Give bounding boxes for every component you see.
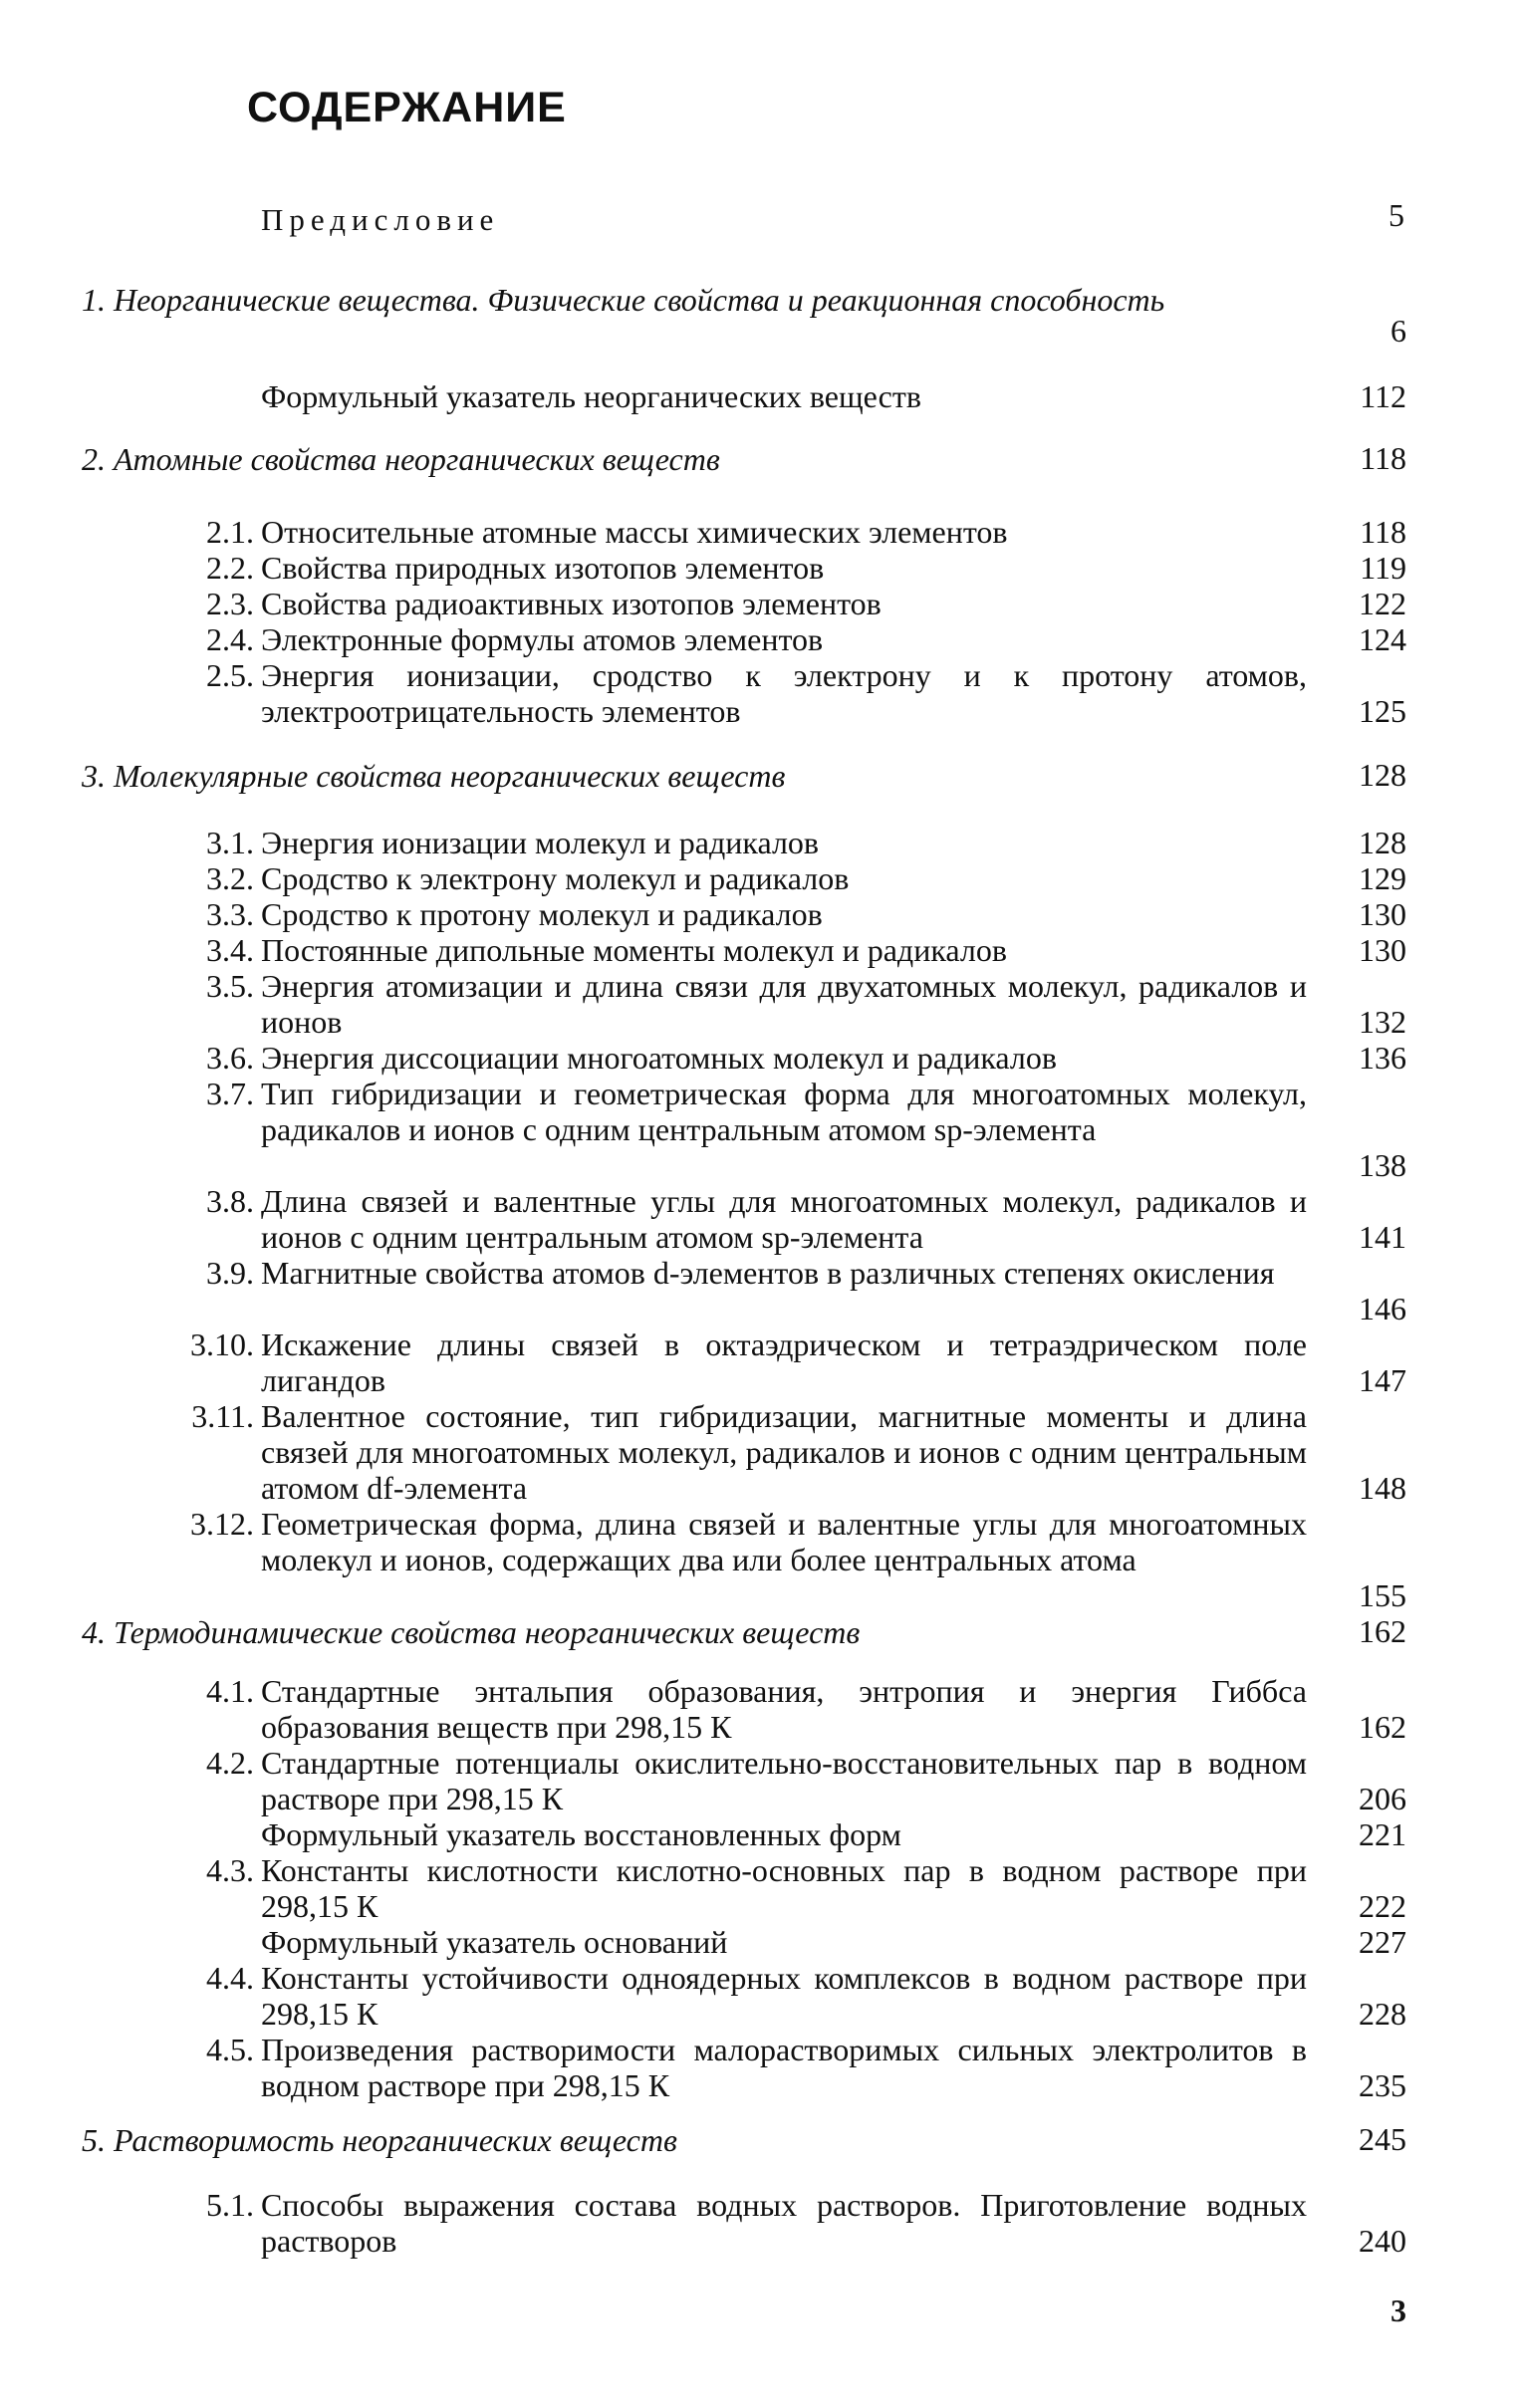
section-page: 122 [1359, 586, 1406, 621]
section-page: 129 [1359, 860, 1406, 896]
chapter-page: 162 [1359, 1613, 1406, 1649]
section-title: Тип гибридизации и геометрическая форма для многоатомных молекул, радикалов и ионов с одним центральным атомом sp-элемента [261, 1076, 1307, 1147]
index-page: 221 [1359, 1816, 1406, 1852]
section-title: Энергия ионизации, сродство к электрону и к протону атомов, электроотрицательность элементов [261, 657, 1307, 729]
section-number: 4.5. [206, 2032, 254, 2067]
section-page: 162 [1359, 1709, 1406, 1745]
section-page: 130 [1359, 932, 1406, 968]
section-page: 146 [1359, 1291, 1406, 1326]
section-title: Стандартные потенциалы окислительно-восстановительных пар в водном растворе при 298,15 К [261, 1745, 1307, 1816]
section-page: 240 [1359, 2223, 1406, 2259]
preface-page: 5 [1389, 197, 1404, 233]
section-page: 138 [1359, 1147, 1406, 1183]
section-page: 130 [1359, 896, 1406, 932]
section-number: 4.1. [206, 1673, 254, 1709]
section-title: Длина связей и валентные углы для многоатомных молекул, радикалов и ионов с одним центральным атомом sp-элемента [261, 1183, 1307, 1255]
section-page: 228 [1359, 1996, 1406, 2032]
section-title: Константы кислотности кислотно-основных пар в водном растворе при 298,15 К [261, 1852, 1307, 1924]
section-page: 125 [1359, 693, 1406, 729]
section-title: Искажение длины связей в октаэдрическом и тетраэдрическом поле лигандов [261, 1326, 1307, 1398]
page-number: 3 [1390, 2292, 1406, 2328]
chapter-page: 118 [1360, 440, 1406, 476]
section-page: 136 [1359, 1040, 1406, 1076]
index-title: Формульный указатель неорганических веществ [261, 378, 921, 414]
section-number: 2.4. [206, 621, 254, 657]
section-title: Энергия диссоциации многоатомных молекул и радикалов [261, 1040, 1057, 1076]
section-page: 147 [1359, 1362, 1406, 1398]
section-title: Энергия ионизации молекул и радикалов [261, 825, 820, 860]
section-title: Сродство к протону молекул и радикалов [261, 896, 823, 932]
chapter-title: 5. Растворимость неорганических веществ [82, 2122, 677, 2158]
section-number: 4.4. [206, 1960, 254, 1996]
section-number: 4.2. [206, 1745, 254, 1781]
section-number: 2.5. [206, 657, 254, 693]
index-page: 227 [1359, 1924, 1406, 1960]
section-number: 3.7. [206, 1076, 254, 1111]
section-number: 3.9. [206, 1255, 254, 1291]
chapter-title: 2. Атомные свойства неорганических веществ [82, 441, 720, 477]
section-title: Произведения растворимости малорастворимых сильных электролитов в водном растворе при 298,15 К [261, 2032, 1307, 2103]
section-page: 148 [1359, 1470, 1406, 1506]
page-title: СОДЕРЖАНИЕ [247, 84, 567, 131]
section-number: 3.12. [190, 1506, 254, 1542]
section-page: 128 [1359, 825, 1406, 860]
section-page: 124 [1359, 621, 1406, 657]
index-page: 112 [1360, 378, 1406, 414]
section-number: 4.3. [206, 1852, 254, 1888]
section-title: Способы выражения состава водных растворов. Приготовление водных растворов [261, 2187, 1307, 2259]
preface-label: Предисловие [261, 202, 500, 237]
chapter-page: 245 [1359, 2121, 1406, 2157]
section-number: 2.2. [206, 550, 254, 586]
section-page: 206 [1359, 1781, 1406, 1816]
section-number: 5.1. [206, 2187, 254, 2223]
section-title: Постоянные дипольные моменты молекул и радикалов [261, 932, 1007, 968]
section-number: 2.3. [206, 586, 254, 621]
section-number: 3.1. [206, 825, 254, 860]
section-title: Электронные формулы атомов элементов [261, 621, 824, 657]
chapter-title: 3. Молекулярные свойства неорганических веществ [82, 758, 786, 794]
section-title: Свойства природных изотопов элементов [261, 550, 825, 586]
section-page: 132 [1359, 1004, 1406, 1040]
section-title: Стандартные энтальпия образования, энтропия и энергия Гиббса образования веществ при 298,15 К [261, 1673, 1307, 1745]
section-number: 3.10. [190, 1326, 254, 1362]
section-title: Магнитные свойства атомов d-элементов в различных степенях окисления [261, 1255, 1275, 1291]
section-page: 235 [1359, 2067, 1406, 2103]
index-title: Формульный указатель оснований [261, 1924, 728, 1960]
section-page: 141 [1359, 1219, 1406, 1255]
section-number: 3.5. [206, 968, 254, 1004]
section-page: 118 [1360, 514, 1406, 550]
section-title: Относительные атомные массы химических элементов [261, 514, 1008, 550]
chapter-title: 4. Термодинамические свойства неорганических веществ [82, 1614, 861, 1650]
section-page: 155 [1359, 1577, 1406, 1613]
section-title: Сродство к электрону молекул и радикалов [261, 860, 850, 896]
chapter-page: 6 [1390, 313, 1406, 349]
chapter-page: 128 [1359, 757, 1406, 793]
section-number: 3.11. [191, 1398, 254, 1434]
section-title: Геометрическая форма, длина связей и валентные углы для многоатомных молекул и ионов, содержащих два или более центральных атома [261, 1506, 1307, 1577]
section-number: 3.8. [206, 1183, 254, 1219]
section-title: Валентное состояние, тип гибридизации, магнитные моменты и длина связей для многоатомных молекул, радикалов и ионов с одним центральным атомом df-элемента [261, 1398, 1307, 1506]
section-page: 222 [1359, 1888, 1406, 1924]
index-title: Формульный указатель восстановленных форм [261, 1816, 901, 1852]
section-number: 2.1. [206, 514, 254, 550]
section-number: 3.4. [206, 932, 254, 968]
section-number: 3.3. [206, 896, 254, 932]
section-number: 3.6. [206, 1040, 254, 1076]
section-title: Свойства радиоактивных изотопов элементов [261, 586, 882, 621]
section-title: Энергия атомизации и длина связи для двухатомных молекул, радикалов и ионов [261, 968, 1307, 1040]
section-title: Константы устойчивости одноядерных комплексов в водном растворе при 298,15 К [261, 1960, 1307, 2032]
section-number: 3.2. [206, 860, 254, 896]
section-page: 119 [1360, 550, 1406, 586]
chapter-title: 1. Неорганические вещества. Физические свойства и реакционная способность [82, 282, 1165, 318]
